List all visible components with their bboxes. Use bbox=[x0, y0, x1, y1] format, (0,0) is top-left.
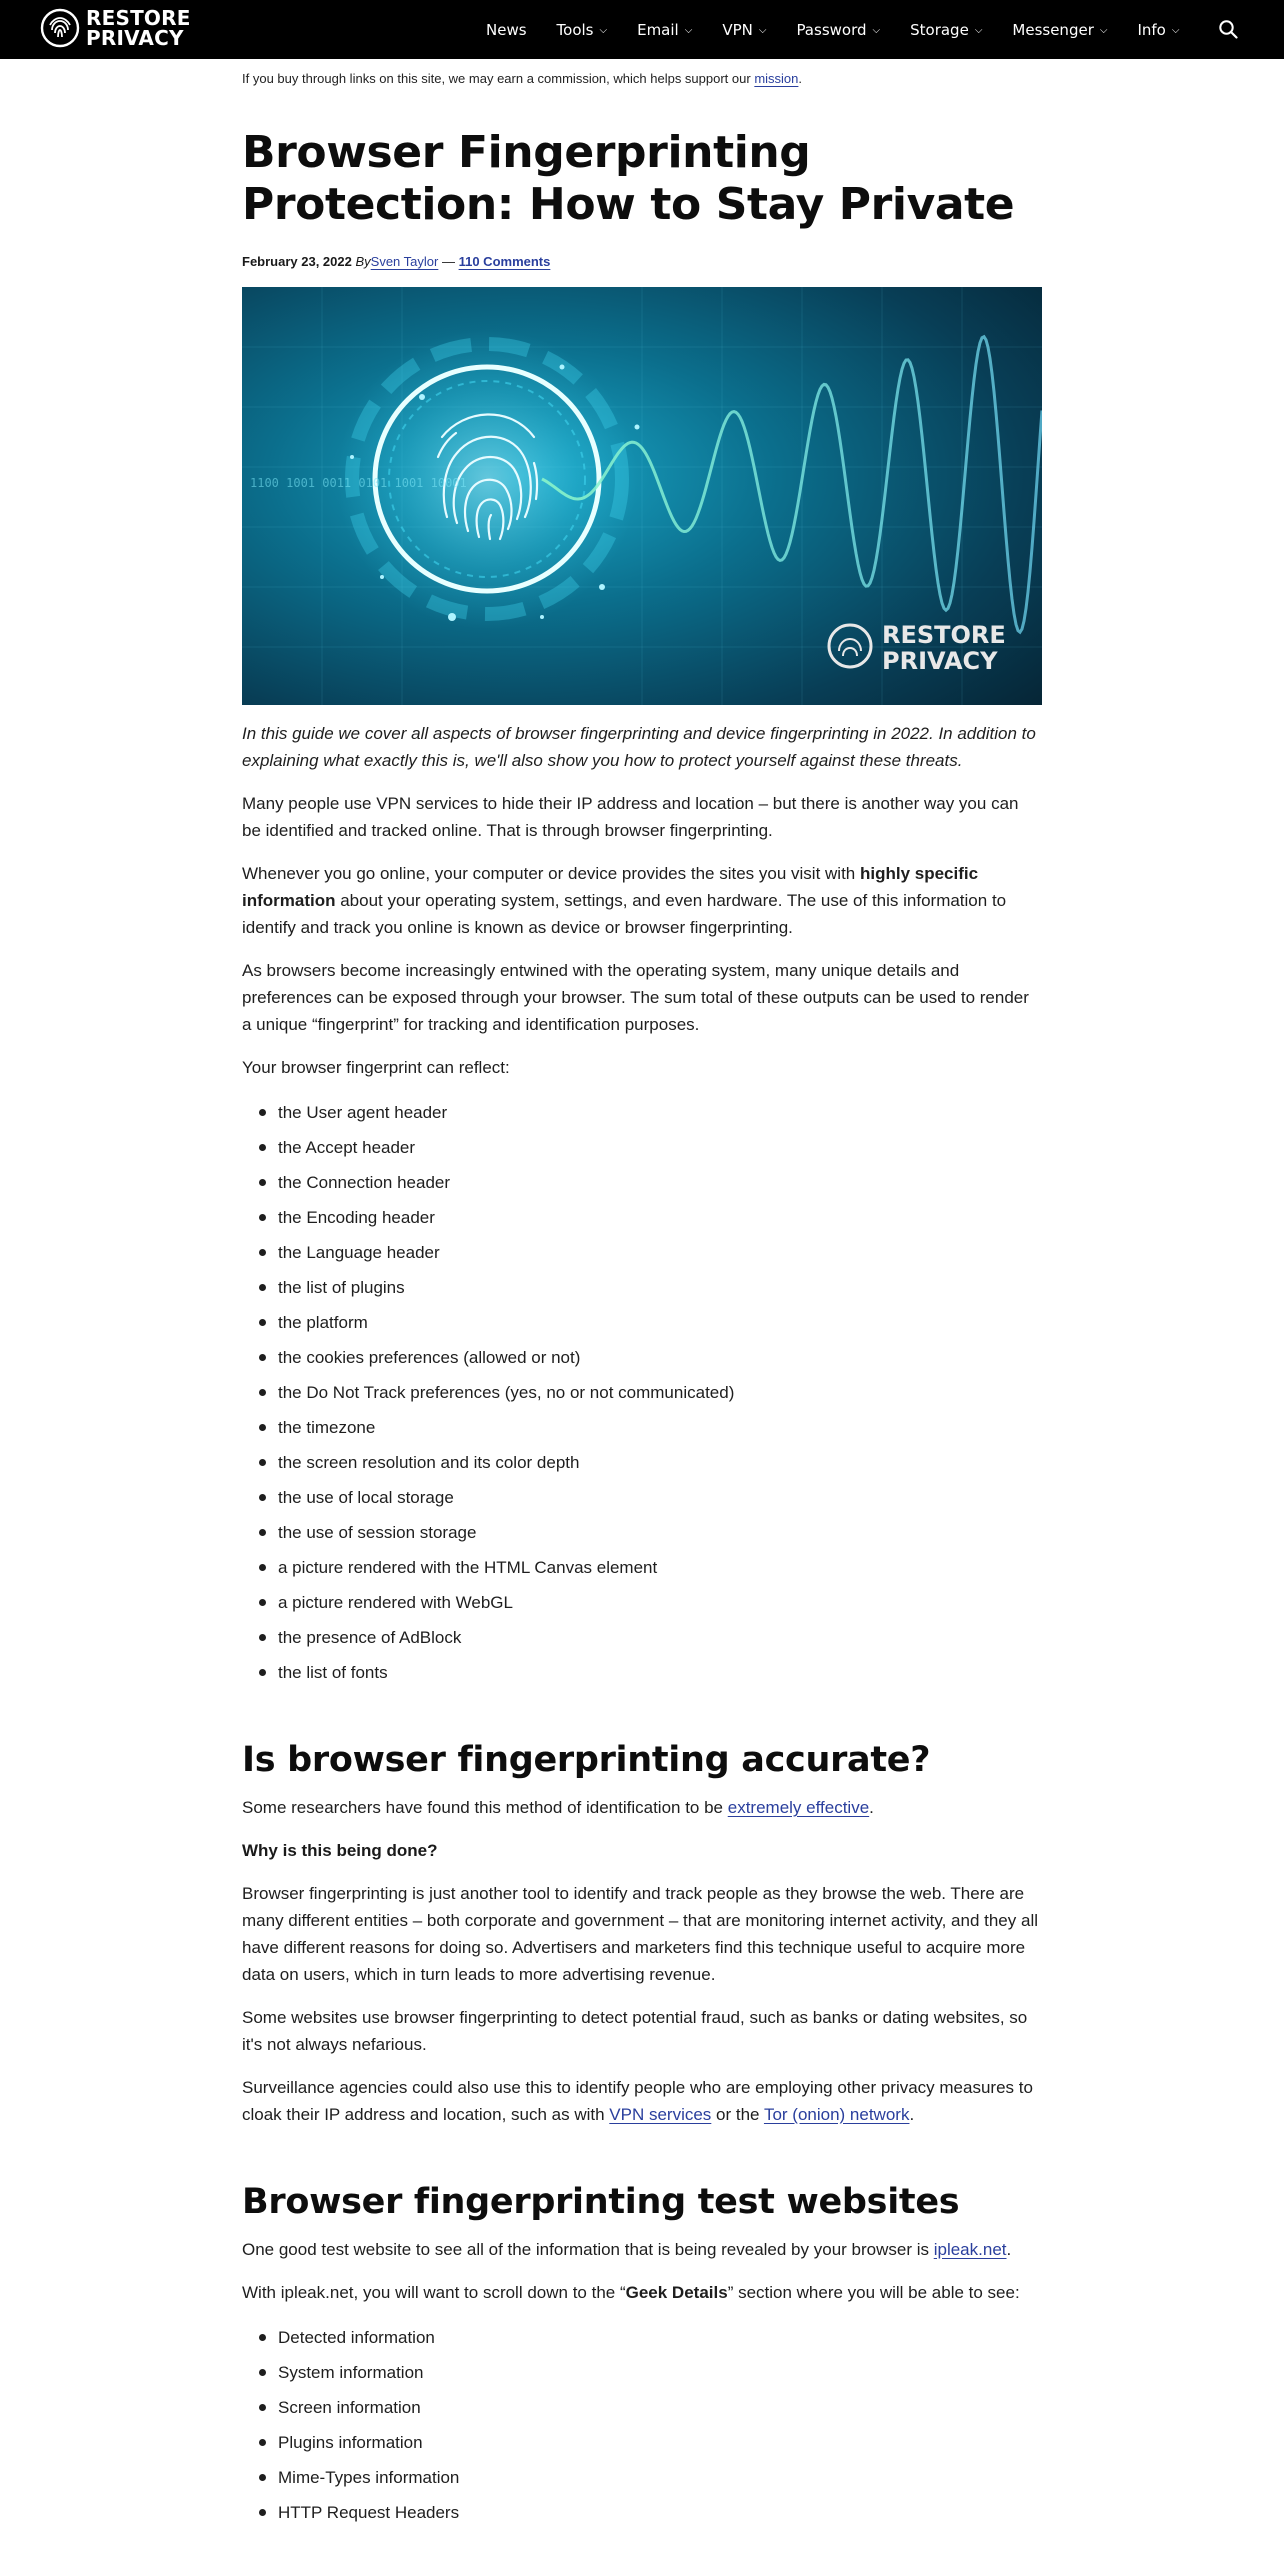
fingerprint-attribute-item: the presence of AdBlock bbox=[278, 1620, 1042, 1655]
fingerprint-attribute-item: the list of plugins bbox=[278, 1270, 1042, 1305]
chevron-down-icon: ⌵ bbox=[599, 25, 608, 36]
fingerprint-attribute-item: the use of session storage bbox=[278, 1515, 1042, 1550]
why-heading: Why is this being done? bbox=[242, 1841, 438, 1860]
nav-item-label: Email bbox=[637, 20, 679, 39]
paragraph-2-b: about your operating system, settings, and even hardware. The use of this information to identify and track you online is known as device or browser fingerprinting. bbox=[242, 891, 1007, 937]
nav-item-label: News bbox=[486, 20, 527, 39]
publish-date: February 23, 2022 bbox=[242, 254, 352, 269]
nav-item-label: Messenger bbox=[1012, 20, 1094, 39]
article-meta bbox=[242, 253, 1042, 271]
paragraph-1: Many people use VPN services to hide their IP address and location – but there is another way you can be identified and tracked online. That is through browser fingerprinting. bbox=[242, 794, 1019, 840]
fingerprint-attribute-item: the cookies preferences (allowed or not) bbox=[278, 1340, 1042, 1375]
disclosure-text: If you buy through links on this site, we may earn a commission, which helps support our bbox=[242, 71, 751, 86]
paragraph-10-bold: Geek Details bbox=[625, 2283, 728, 2302]
geek-detail-item: Mime-Types information bbox=[278, 2460, 1042, 2495]
chevron-down-icon: ⌵ bbox=[872, 25, 881, 36]
site-logo[interactable] bbox=[40, 8, 191, 48]
hero-binary-text: 1100 1001 0011 0101 1001 10001 bbox=[250, 476, 467, 490]
geek-detail-item: Plugins information bbox=[278, 2425, 1042, 2460]
paragraph-2-bold: highly specific information bbox=[242, 864, 979, 910]
paragraph-10 bbox=[242, 2279, 1042, 2306]
fingerprint-attribute-item: a picture rendered with WebGL bbox=[278, 1585, 1042, 1620]
nav-item-info[interactable] bbox=[1137, 21, 1179, 39]
nav-item-label: Info bbox=[1137, 20, 1166, 39]
paragraph-5 bbox=[242, 1794, 1042, 1821]
fingerprint-attribute-item: the Do Not Track preferences (yes, no or not communicated) bbox=[278, 1375, 1042, 1410]
chevron-down-icon: ⌵ bbox=[684, 25, 693, 36]
nav-item-password[interactable] bbox=[796, 21, 880, 39]
fingerprint-attribute-item: the Language header bbox=[278, 1235, 1042, 1270]
nav-item-label: Tools bbox=[556, 20, 594, 39]
chevron-down-icon: ⌵ bbox=[1099, 25, 1108, 36]
fingerprint-attribute-item: the Encoding header bbox=[278, 1200, 1042, 1235]
nav-item-label: VPN bbox=[722, 20, 753, 39]
nav-item-label: Password bbox=[796, 20, 867, 39]
paragraph-8 bbox=[242, 2074, 1042, 2128]
watermark-line-1: RESTORE bbox=[882, 621, 1006, 649]
paragraph-10-a: With ipleak.net, you will want to scroll down to the “ bbox=[242, 2283, 626, 2302]
search-icon[interactable] bbox=[1218, 19, 1238, 39]
brand-wordmark bbox=[86, 8, 191, 48]
paragraph-7: Some websites use browser fingerprinting to detect potential fraud, such as banks or dating websites, so it's not always nefarious. bbox=[242, 2008, 1028, 2054]
ipleak-link[interactable]: ipleak.net bbox=[933, 2240, 1007, 2259]
fingerprint-attribute-item: the use of local storage bbox=[278, 1480, 1042, 1515]
byline-by: By bbox=[355, 254, 371, 269]
fingerprint-attribute-item: a picture rendered with the HTML Canvas element bbox=[278, 1550, 1042, 1585]
geek-detail-item: Detected information bbox=[278, 2320, 1042, 2355]
fingerprint-attribute-item: the screen resolution and its color depth bbox=[278, 1445, 1042, 1480]
paragraph-5-end: . bbox=[869, 1798, 874, 1817]
paragraph-10-b: ” section where you will be able to see: bbox=[727, 2283, 1020, 2302]
affiliate-disclosure bbox=[242, 69, 1042, 89]
fingerprint-logo-icon bbox=[40, 8, 80, 48]
fingerprint-attribute-item: the User agent header bbox=[278, 1095, 1042, 1130]
geek-detail-item: Screen information bbox=[278, 2390, 1042, 2425]
nav-item-tools[interactable] bbox=[557, 21, 608, 39]
chevron-down-icon: ⌵ bbox=[758, 25, 767, 36]
meta-separator: — bbox=[441, 254, 455, 269]
heading-test-websites: Browser fingerprinting test websites bbox=[242, 2182, 960, 2222]
fingerprint-attribute-item: the timezone bbox=[278, 1410, 1042, 1445]
nav-item-label: Storage bbox=[910, 20, 969, 39]
chevron-down-icon: ⌵ bbox=[1171, 25, 1180, 36]
paragraph-2-a: Whenever you go online, your computer or device provides the sites you visit with bbox=[242, 864, 860, 883]
paragraph-9-end: . bbox=[1006, 2240, 1012, 2259]
nav-item-news[interactable] bbox=[486, 21, 527, 39]
paragraph-4: Your browser fingerprint can reflect: bbox=[242, 1058, 510, 1077]
brand-line-1: RESTORE bbox=[86, 6, 191, 30]
fingerprint-attribute-item: the list of fonts bbox=[278, 1655, 1042, 1690]
article bbox=[242, 59, 1042, 2530]
paragraph-8-a: Surveillance agencies could also use this to identify people who are employing other privacy measures to cloak their IP address and location, such as with bbox=[242, 2078, 1033, 2124]
fingerprint-attribute-item: the Connection header bbox=[278, 1165, 1042, 1200]
top-navigation-bar bbox=[0, 0, 1284, 59]
mission-link[interactable]: mission bbox=[754, 71, 799, 86]
chevron-down-icon: ⌵ bbox=[974, 25, 983, 36]
main-menu bbox=[486, 0, 1209, 59]
nav-item-email[interactable] bbox=[637, 21, 692, 39]
heading-accurate: Is browser fingerprinting accurate? bbox=[242, 1740, 931, 1780]
nav-item-storage[interactable] bbox=[910, 21, 982, 39]
tor-network-link[interactable]: Tor (onion) network bbox=[763, 2105, 910, 2124]
article-title: Browser Fingerprinting Protection: How to Stay Private bbox=[242, 127, 1015, 230]
paragraph-8-end: . bbox=[909, 2105, 915, 2124]
fingerprint-attribute-item: the Accept header bbox=[278, 1130, 1042, 1165]
paragraph-9-a: One good test website to see all of the information that is being revealed by your browser is bbox=[242, 2240, 934, 2259]
hero-image bbox=[242, 287, 1042, 705]
paragraph-2 bbox=[242, 860, 1042, 941]
brand-line-2: PRIVACY bbox=[86, 26, 184, 50]
paragraph-9 bbox=[242, 2236, 1042, 2263]
fingerprint-attribute-item: the platform bbox=[278, 1305, 1042, 1340]
paragraph-8-mid: or the bbox=[711, 2105, 764, 2124]
geek-detail-item: System information bbox=[278, 2355, 1042, 2390]
fingerprint-attributes-list bbox=[278, 1095, 1042, 1690]
paragraph-3: As browsers become increasingly entwined with the operating system, many unique details and preferences can be exposed through your browser. The sum total of these outputs can be used to render a unique “fingerprint” for tracking and identification purposes. bbox=[242, 961, 1029, 1034]
paragraph-6: Browser fingerprinting is just another tool to identify and track people as they browse the web. There are many different entities – both corporate and government – that are monitoring internet activity, and they all have different reasons for doing so. Advertisers and marketers find this technique useful to acquire more data on users, which in turn leads to more advertising revenue. bbox=[242, 1884, 1038, 1984]
geek-detail-item: HTTP Request Headers bbox=[278, 2495, 1042, 2530]
comments-link[interactable]: 110 Comments bbox=[458, 254, 551, 269]
article-lede: In this guide we cover all aspects of browser fingerprinting and device fingerprinting in 2022. In addition to explaining what exactly this is, we'll also show you how to protect yourself against these threats. bbox=[242, 724, 1036, 770]
author-link[interactable]: Sven Taylor bbox=[370, 254, 439, 269]
nav-item-messenger[interactable] bbox=[1012, 21, 1107, 39]
geek-details-list bbox=[278, 2320, 1042, 2530]
paragraph-5-a: Some researchers have found this method of identification to be bbox=[242, 1798, 728, 1817]
watermark-line-2: PRIVACY bbox=[882, 647, 998, 675]
disclosure-end: . bbox=[798, 71, 803, 86]
vpn-services-link[interactable]: VPN services bbox=[609, 2105, 712, 2124]
extremely-effective-link[interactable]: extremely effective bbox=[727, 1798, 870, 1817]
nav-item-vpn[interactable] bbox=[722, 21, 766, 39]
